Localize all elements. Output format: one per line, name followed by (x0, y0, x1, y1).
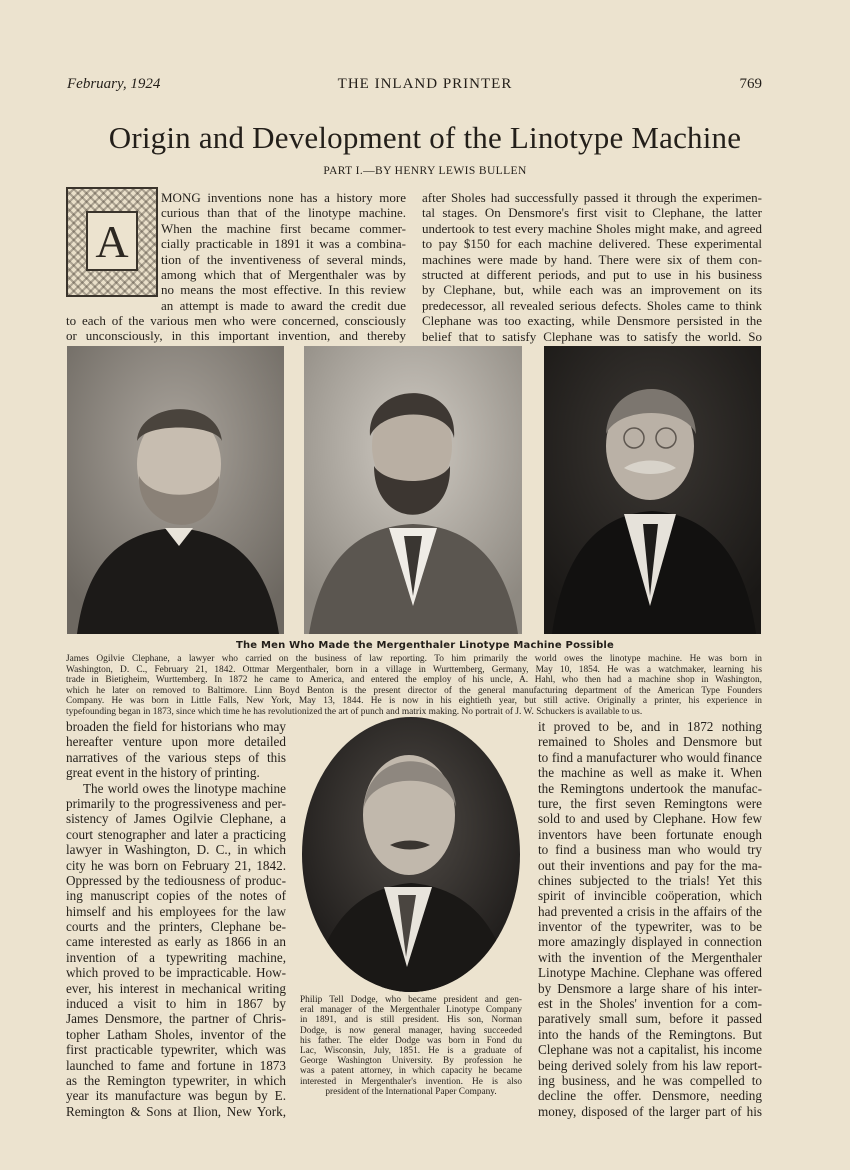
text-line: lawyer in Washington, D. C., in which (66, 842, 286, 858)
text-line: or unconsciously, in this important invention, and thereby (66, 328, 406, 344)
caption-line: James Ogilvie Clephane, a lawyer who carried on the business of law reporting. To him primarily the world owes the linotype machine. He was born in (66, 654, 762, 664)
text-line: Remington & Sons at Ilion, New York, (66, 1103, 286, 1119)
drop-cap-letter: A (86, 211, 138, 271)
text-line: machines were made by hand. There were six of them con- (422, 251, 762, 267)
article-byline: PART I.—BY HENRY LEWIS BULLEN (323, 165, 527, 177)
dodge-caption (300, 995, 522, 1097)
text-line: launched to fame and fortune in 1873 (66, 1057, 286, 1073)
page-number: 769 (739, 76, 762, 92)
text-line: invention of a typewriting machine, (66, 949, 286, 965)
text-line: Linotype Machine. Clephane was offered (538, 965, 762, 981)
text-line: decline the offer. Densmore, needing (538, 1088, 762, 1104)
text-line: MONG inventions none has a history more (161, 190, 406, 205)
text-line: primarily to the progressiveness and per- (66, 795, 286, 811)
portrait-dodge (302, 717, 520, 992)
caption-line: which he later on removed to Baltimore. Linn Boyd Benton is the present director of the general manufacturing department of the American Type Founders (66, 685, 762, 696)
caption-line: in 1891, and is still president. His son, Norman (300, 1015, 522, 1026)
column-1-intro-cont (66, 313, 406, 344)
text-line: Oppressed by the tediousness of produc- (66, 872, 286, 888)
text-line: court stenographer and later a practicing (66, 826, 286, 842)
drop-cap-ornament (66, 187, 158, 297)
column-3-body (538, 719, 762, 1119)
caption-line: Washington, D. C., February 21, 1842. Ottmar Mergenthaler, born in a village in Wurttemberg, Germany, May 10, 1854. He was a watchmaker, learning his (66, 664, 762, 675)
text-line: curious than that of the linotype machine. (161, 205, 406, 221)
text-line: ing business, and he was compelled to (538, 1072, 762, 1088)
text-line: hereafter venture upon more detailed (66, 734, 286, 750)
text-line: James Densmore, the partner of Chris- (66, 1011, 286, 1027)
text-line: induced a visit to him in 1867 by (66, 996, 286, 1012)
text-line: out their inventions and pay for the ma- (538, 857, 762, 873)
issue-date: February, 1924 (67, 76, 161, 92)
text-line: remained to Sholes and Densmore but (538, 734, 762, 750)
text-line: Clephane was not a capitalist, his income (538, 1042, 762, 1058)
text-line: more amazingly displayed in connection (538, 934, 762, 950)
caption-line: interested in Mergenthaler's invention. He is also (300, 1076, 522, 1087)
caption-line: Dodge, is now general manager, having succeeded (300, 1025, 522, 1036)
text-line: undertook to test every machine Sholes might make, and agreed (422, 220, 762, 236)
text-line: by Densmore a large share of his inter- (538, 980, 762, 996)
text-line: after Sholes had successfully passed it through the experimen- (422, 190, 762, 205)
text-line: great event in the history of printing. (66, 765, 260, 781)
text-line: the machine as well as make it. When (538, 765, 762, 781)
caption-line: Lac, Wisconsin, July, 1851. He is a graduate of (300, 1045, 522, 1056)
portrait-benton (544, 346, 761, 634)
text-line: year its manufacture was begun by E. (66, 1088, 286, 1104)
text-line: to pay $150 for each machine delivered. These experimental (422, 236, 762, 252)
text-line: to each of the various men who were concerned, consciously (66, 313, 406, 328)
portrait-clephane (67, 346, 284, 634)
text-line: courts and the printers, Clephane be- (66, 919, 286, 935)
text-line: ing manuscript copies of the notes of (66, 888, 286, 904)
text-line: chines subjected to the trials! Yet this (538, 872, 762, 888)
column-1-intro (161, 190, 406, 313)
article-title: Origin and Development of the Linotype Machine (108, 120, 742, 155)
text-line: tal stages. On Densmore's first visit to Clephane, the latter (422, 205, 762, 221)
portraits-caption-title: The Men Who Made the Mergenthaler Linotype Machine Possible (235, 640, 615, 651)
text-line: with the invention of the Mergenthaler (538, 949, 762, 965)
text-line: himself and his employees for the law (66, 903, 286, 919)
caption-line: was a patent attorney, in which capacity he became (300, 1066, 522, 1077)
text-line: The world owes the linotype machine (83, 780, 286, 796)
text-line: no means the most effective. In this review (161, 282, 406, 298)
text-line: being derived solely from his law report- (538, 1057, 762, 1073)
column-2-intro (422, 190, 762, 344)
portraits-caption (66, 654, 762, 718)
text-line: tion of the inventiveness of several minds, (161, 251, 406, 267)
caption-line: typefounding began in 1873, since which time he has revolutionized the art of punch and matrix making. No portrait of J. W. Schuckers is available to us. (66, 706, 643, 717)
caption-line: George Washington University. By profession he (300, 1056, 522, 1067)
portrait-mergenthaler (304, 346, 522, 634)
text-line: by Clephane, but, while each was an improvement on its (422, 282, 762, 298)
text-line: inventor of the typewriter, was to be (538, 919, 762, 935)
caption-line: Company. He was born in Little Falls, New York, May 13, 1844. He is now in his eightieth year, but still active. Originally a printer, his experience in (66, 696, 762, 707)
text-line: sold to and used by Clephane. How few (538, 811, 762, 827)
text-line: came interested as early as 1866 in an (66, 934, 286, 950)
text-line: spirit of invincible coöperation, which (538, 888, 762, 904)
text-line: est in the Sholes' invention for a com- (538, 996, 762, 1012)
text-line: among which that of Mergenthaler was by (161, 266, 406, 282)
caption-line: eral manager of the Mergenthaler Linotype Company (300, 1005, 522, 1016)
text-line: broaden the field for historians who may (66, 719, 286, 734)
text-line: it proved to be, and in 1872 nothing (538, 719, 762, 734)
caption-line: Philip Tell Dodge, who became president and gen- (300, 995, 522, 1005)
column-1-body (66, 719, 286, 1119)
text-line: narratives of the various steps of this (66, 749, 286, 765)
text-line: had prevented a crisis in the affairs of the (538, 903, 762, 919)
text-line: to find a manufacturer who would finance (538, 749, 762, 765)
text-line: cially practicable in 1891 it was a combina- (161, 236, 406, 252)
text-line: structed at different periods, and put to use in his business (422, 266, 762, 282)
text-line: to find a business man who would try (538, 842, 762, 858)
text-line: predecessor, all revealed serious defects. Sholes came to think (422, 297, 762, 313)
text-line: paratively small sum, before it passed (538, 1011, 762, 1027)
text-line: Clephane was too exacting, while Densmore persisted in the (422, 313, 762, 329)
text-line: belief that to satisfy Clephane was to satisfy the world. So (422, 328, 762, 344)
text-line: ture, the first seven Remingtons were (538, 795, 762, 811)
caption-line: president of the International Paper Company. (325, 1086, 497, 1097)
text-line: the Remingtons undertook the manufac- (538, 780, 762, 796)
text-line: sistency of James Ogilvie Clephane, a (66, 811, 286, 827)
text-line: inventors have been fortunate enough (538, 826, 762, 842)
text-line: an attempt is made to award the credit due (161, 297, 406, 313)
text-line: city he was born on February 21, 1842. (66, 857, 286, 873)
magazine-name: THE INLAND PRINTER (337, 76, 513, 92)
text-line: money, disposed of the larger part of his (538, 1103, 762, 1119)
text-line: ever, his interest in mechanical writing (66, 980, 286, 996)
text-line: first practicable typewriter, which was (66, 1042, 286, 1058)
text-line: which proved to be impracticable. How- (66, 965, 286, 981)
text-line: as the Remington typewriter, in which (66, 1072, 286, 1088)
text-line: topher Latham Sholes, inventor of the (66, 1026, 286, 1042)
text-line: When the machine first became commer- (161, 220, 406, 236)
caption-line: his father. The elder Dodge was born in Fond du (300, 1035, 522, 1046)
text-line: into the hands of the Remingtons. But (538, 1026, 762, 1042)
caption-line: trade in Bietigheim, Wurttemberg. In 1872 he came to America, and entered the employ of his uncle, A. Hahl, who then had a machine shop in Washington, (66, 675, 762, 686)
